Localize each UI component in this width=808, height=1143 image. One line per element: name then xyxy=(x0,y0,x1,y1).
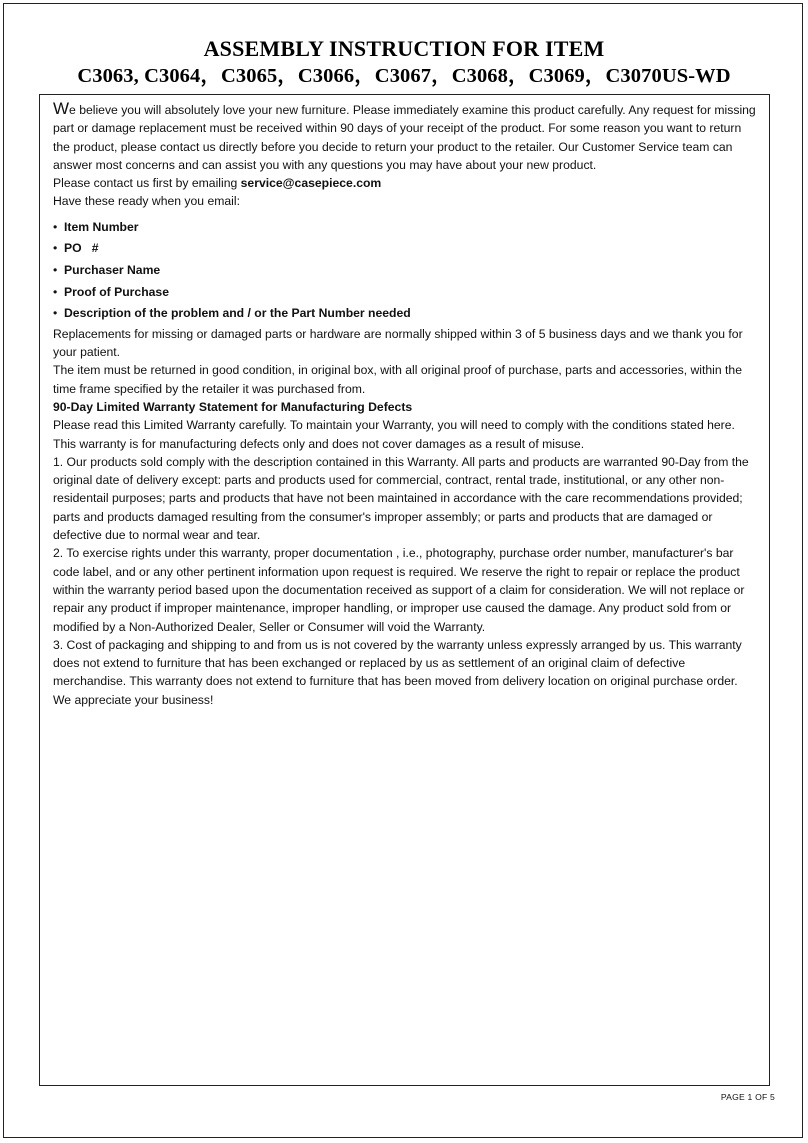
contact-email: service@casepiece.com xyxy=(240,176,382,191)
checklist-item: • Item Number xyxy=(53,217,757,239)
page-number: PAGE 1 OF 5 xyxy=(720,1092,775,1102)
ready-checklist xyxy=(53,217,757,325)
contact-paragraph xyxy=(53,174,757,192)
checklist-item: • Description of the problem and / or the Part Number needed xyxy=(53,303,757,325)
warranty-clause-1: 1. Our products sold comply with the description contained in this Warranty. All parts and products are warranted 90-Day from the original date of delivery except: parts and products used for commercial, contract, rental trade, institutional, or any other non-residentail purposes; parts and products that have not been maintained in accordance with the care recommendations provided; parts and products damaged resulting from the consumer's improper assembly; or parts and products that are damaged or defective due to normal wear and tear. xyxy=(53,454,749,543)
checklist-item: • Proof of Purchase xyxy=(53,282,757,304)
item-numbers-title: C3063, C3064，C3065，C3066，C3067，C3068，C3069，C3070US-WD xyxy=(77,65,731,87)
warranty-intro: Please read this Limited Warranty carefully. To maintain your Warranty, you will need to comply with the conditions stated here. This warranty is for manufacturing defects only and does not cover damages as a result of misuse. xyxy=(53,418,735,451)
returns-paragraph: The item must be returned in good condition, in original box, with all original proof of purchase, parts and accessories, within the time frame specified by the retailer it was purchased from. xyxy=(53,363,742,396)
replacements-paragraph: Replacements for missing or damaged parts or hardware are normally shipped within 3 of 5 business days and we thank you for your patient. xyxy=(53,326,743,360)
content-box xyxy=(39,94,770,1086)
checklist-item: • Purchaser Name xyxy=(53,260,757,282)
warranty-heading: 90-Day Limited Warranty Statement for Manufacturing Defects xyxy=(53,399,413,414)
document-title: ASSEMBLY INSTRUCTION FOR ITEM xyxy=(203,36,605,61)
checklist-item: • PO # xyxy=(53,238,757,260)
intro-dropcap: W xyxy=(53,99,70,118)
ready-heading: Have these ready when you email: xyxy=(53,194,240,209)
warranty-clause-3: 3. Cost of packaging and shipping to and from us is not covered by the warranty unless expressly arranged by us. This warranty does not extend to furniture that has been exchanged or replaced by us as settlement of an original claim of defective merchandise. This warranty does not extend to furniture that has been moved from delivery location on original purchase order. xyxy=(53,637,742,689)
contact-prefix: Please contact us first by emailing xyxy=(53,176,241,191)
intro-paragraph xyxy=(53,100,757,174)
warranty-clause-2: 2. To exercise rights under this warranty, proper documentation , i.e., photography, purchase order number, manufacturer's bar code label, and or any other pertinent information upon request is required. We reserve the right to repair or replace the product within the warranty period based upon the documentation received as support of a claim for consideration. We will not replace or repair any product if improper maintenance, improper handling, or improper use caused the damage. Any product sold from or modified by a Non-Authorized Dealer, Seller or Consumer will void the Warranty. xyxy=(53,546,745,634)
intro-text: e believe you will absolutely love your new furniture. Please immediately examine this product carefully. Any request for missing part or damage replacement must be received within 90 days of your receipt of the product. For some reason you want to return the product, please contact us directly before you decide to return your product to the retailer. Our Customer Service team can answer most concerns and can assist you with any questions you may have about your new product. xyxy=(53,103,756,172)
closing-line: We appreciate your business! xyxy=(53,692,214,707)
